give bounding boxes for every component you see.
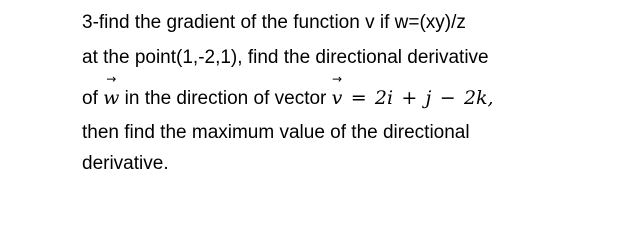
term-2i: 2i [374, 87, 394, 109]
equals-sign: = [350, 87, 367, 109]
problem-line-3 [82, 72, 494, 111]
problem-line-4: then find the maximum value of the directional [82, 122, 470, 143]
problem-line-1: 3-find the gradient of the function v if w=(xy)/z [82, 12, 466, 33]
term-2k: 2k, [463, 87, 494, 109]
minus-sign: − [439, 87, 456, 109]
term-j: j [425, 87, 432, 109]
vector-v [331, 72, 343, 110]
vector-v-symbol: v [331, 87, 343, 109]
plus-sign: + [401, 87, 418, 109]
vector-arrow-icon: → [106, 72, 117, 86]
vector-w [103, 72, 120, 110]
line-3-middle: in the direction of vector [124, 88, 332, 109]
problem-line-5: derivative. [82, 153, 169, 174]
problem-line-2: at the point(1,-2,1), find the directional derivative [82, 47, 489, 68]
vector-w-symbol: w [103, 87, 120, 109]
line-3-prefix: of [82, 88, 104, 109]
vector-arrow-icon: → [332, 72, 343, 86]
